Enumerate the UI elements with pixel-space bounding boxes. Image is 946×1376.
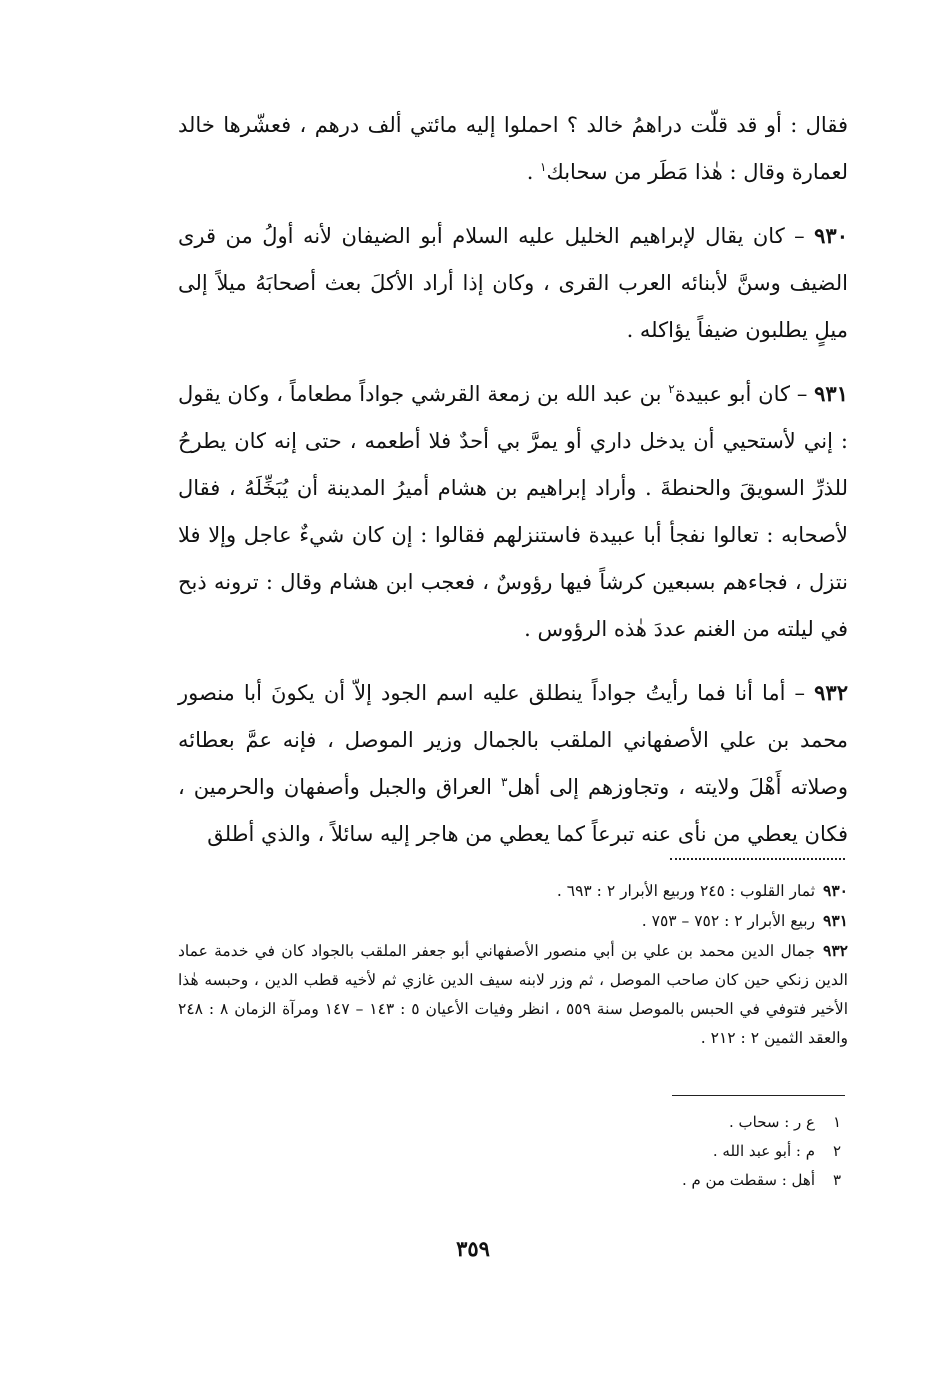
note-number: ٩٣١ [823, 911, 848, 930]
footnote-marker: ٢ [668, 382, 675, 396]
paragraph-932 [178, 669, 848, 858]
notes-divider-dotted [670, 858, 845, 860]
paragraph-text: العراق والجبل وأصفهان والحرمين ، فكان يعطي من نأى عنه تبرعاً كما يعطي من هاجر إليه سائلاً ، والذي أطلق [178, 775, 848, 846]
entry-number: ٩٣١ [814, 381, 848, 406]
paragraph-continuation [178, 102, 848, 196]
paragraph-text: بن عبد الله بن زمعة القرشي جواداً مطعاماً ، وكان يقول : إني لأستحيي أن يدخل داري أو يمرَّ بي أحدٌ فلا أطعمه ، حتى إنه كان يطرحُ للذرِّ السويقَ والحنطةَ . وأراد إبراهيم بن هشام أميرُ المدينة أن يُبَخِّلَهُ ، فقال لأصحابه : تعالوا نفجأ أبا عبيدة فاستنزلهم فقالوا : إن كان شيءٌ عاجل وإلا فلا نتزل ، فجاءهم بسبعين كرشاً فيها رؤوسٌ ، فعجب ابن هشام وقال : ترونه ذبح في ليلته من الغنم عددَ هٰذه الرؤوس . [178, 382, 848, 641]
variant-item [682, 1166, 841, 1195]
variant-number: ٣ [832, 1171, 841, 1189]
note-item [178, 876, 848, 906]
note-number: ٩٣٢ [823, 941, 848, 960]
footnote-marker: ٣ [501, 775, 508, 789]
note-text: جمال الدين محمد بن علي بن أبي منصور الأصفهاني أبو جعفر الملقب بالجواد كان في خدمة عماد الدين زنكي حين كان صاحب الموصل ، ثم وزر لابنه سيف الدين غازي ثم لأخيه قطب الدين ، وحبسه هٰذا الأخير فتوفي في الحبس بالموصل سنة ٥٥٩ ، انظر وفيات الأعيان ٥ : ١٤٣ – ١٤٧ ومرآة الزمان ٨ : ٢٤٨ والعقد الثمين ٢ : ٢١٢ . [178, 942, 849, 1047]
variants-divider [672, 1095, 845, 1096]
paragraph-text: – كان يقال لإبراهيم الخليل عليه السلام أبو الضيفان لأنه أولُ من قرى الضيف وسنَّ لأبنائه العرب القرى ، وكان إذا أراد الأكلَ بعث أصحابَهُ ميلاً إلى ميلٍ يطلبون ضيفاً يؤاكله . [178, 224, 848, 342]
note-text: ربيع الأبرار ٢ : ٧٥٢ – ٧٥٣ . [641, 912, 816, 930]
variant-item [682, 1108, 841, 1137]
variant-text: أهل : سقطت من م . [681, 1171, 815, 1189]
note-item [178, 906, 848, 936]
paragraph-text: فقال : أو قد قلّت دراهمُ خالد ؟ احملوا إليه مائتي ألف درهم ، فعشّرها خالد لعمارة وقال : هٰذا مَطَر من سحابك [178, 113, 848, 184]
variant-text: م : أبو عبد الله . [712, 1142, 815, 1160]
variant-text: ع ر : سحاب . [728, 1113, 815, 1131]
source-notes [178, 876, 848, 1053]
page-number: ٣٥٩ [456, 1236, 490, 1261]
note-number: ٩٣٠ [823, 881, 848, 900]
variant-number: ٢ [832, 1142, 841, 1160]
variant-readings [682, 1108, 841, 1195]
note-text: ثمار القلوب : ٢٤٥ وربيع الأبرار ٢ : ٦٩٣ . [556, 882, 816, 900]
variant-item [682, 1137, 841, 1166]
paragraph-text: – كان أبو عبيدة [674, 382, 815, 406]
main-text [178, 102, 848, 874]
footnote-marker: ١ [540, 160, 547, 174]
entry-number: ٩٣٢ [814, 680, 848, 705]
paragraph-931 [178, 370, 848, 653]
paragraph-text: – أما أنا فما رأيتُ جواداً ينطلق عليه اسم الجود إلاّ أن يكونَ أبا منصور محمد بن علي الأصفهاني الملقب بالجمال وزير الموصل ، فإنه عمَّ بعطائه وصلاته أَهْلَ ولايته ، وتجاوزهم إلى أهل [178, 681, 848, 799]
paragraph-930 [178, 212, 848, 354]
note-item [178, 936, 848, 1053]
entry-number: ٩٣٠ [814, 223, 848, 248]
paragraph-end: . [526, 160, 541, 184]
variant-number: ١ [832, 1113, 841, 1131]
